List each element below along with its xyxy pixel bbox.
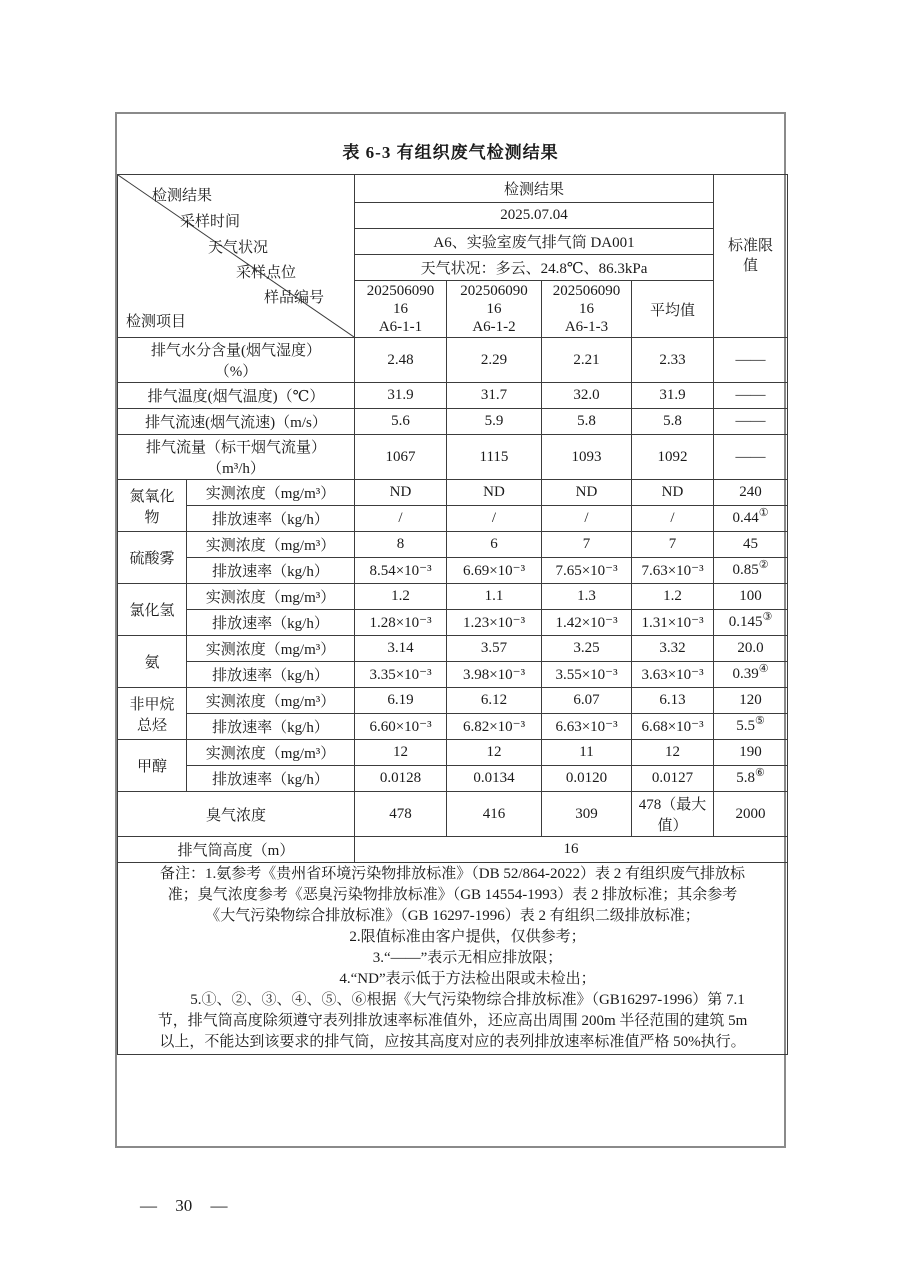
pollutant-row (118, 740, 788, 766)
value-cell: 32.0 (542, 383, 632, 409)
row-label-line: 排气流速(烟气流速)（m/s） (145, 415, 327, 431)
value-cell: 1067 (355, 435, 447, 480)
value-cell: 2.21 (542, 338, 632, 383)
value-cell: / (355, 506, 447, 532)
average-cell: ND (632, 480, 714, 506)
average-header-cell: 平均值 (632, 281, 714, 338)
value-cell: 31.7 (447, 383, 542, 409)
average-cell: 31.9 (632, 383, 714, 409)
row-label-line: （%） (214, 364, 258, 380)
odor-row (118, 792, 788, 837)
average-cell: 3.32 (632, 636, 714, 662)
pollutant-name-line: 氨 (144, 655, 160, 671)
sample-id-cell (447, 281, 542, 338)
parameter-cell: 排放速率（kg/h） (187, 766, 355, 792)
limit-footnote-marker: ⑤ (754, 715, 765, 727)
value-cell: 6.60×10⁻³ (355, 714, 447, 740)
value-cell: 6 (447, 532, 542, 558)
value-cell: 3.55×10⁻³ (542, 662, 632, 688)
average-cell: 5.8 (632, 409, 714, 435)
average-cell: / (632, 506, 714, 532)
limit-cell: 100 (714, 584, 788, 610)
value-cell: 1.1 (447, 584, 542, 610)
pollutant-row (118, 688, 788, 714)
sample-id-line: 202506090 (552, 283, 621, 299)
pollutant-name-line: 总烃 (136, 717, 167, 734)
row-label-cell: 臭气浓度 (118, 792, 355, 837)
pollutant-name-line: 硫酸雾 (129, 551, 175, 567)
value-cell: 3.35×10⁻³ (355, 662, 447, 688)
row-label-cell (118, 435, 355, 480)
average-cell: 1.31×10⁻³ (632, 610, 714, 636)
limit-cell: 0.85② (714, 558, 788, 584)
sample-id-line: A6-1-2 (472, 319, 516, 335)
pollutant-row (118, 636, 788, 662)
pollutant-row (118, 532, 788, 558)
value-cell: 5.9 (447, 409, 542, 435)
parameter-cell: 排放速率（kg/h） (187, 714, 355, 740)
limit-header-line: 标准限 (728, 238, 774, 254)
average-cell: 12 (632, 740, 714, 766)
limit-cell: —— (714, 409, 788, 435)
value-cell: 0.0128 (355, 766, 447, 792)
stack-height-value-cell: 16 (355, 837, 788, 863)
value-cell: / (447, 506, 542, 532)
result-header-cell: 检测结果 (355, 175, 714, 203)
value-cell: 5.8 (542, 409, 632, 435)
limit-cell: 120 (714, 688, 788, 714)
corner-label-sample-no: 样品编号 (264, 290, 325, 306)
sample-id-line: 16 (579, 301, 594, 317)
limit-cell: 0.145③ (714, 610, 788, 636)
limit-cell: —— (714, 435, 788, 480)
pollutant-row (118, 480, 788, 506)
limit-cell: 0.39④ (714, 662, 788, 688)
flow-parameter-row (118, 435, 788, 480)
value-cell: 1.23×10⁻³ (447, 610, 542, 636)
value-cell: ND (355, 480, 447, 506)
limit-cell: —— (714, 383, 788, 409)
value-cell: 1.2 (355, 584, 447, 610)
note-line: 3.“——”表示无相应排放限； (342, 950, 563, 966)
limit-footnote-marker: ② (758, 559, 769, 571)
average-cell: 478（最大值） (632, 792, 714, 837)
limit-header-cell (714, 175, 788, 338)
corner-label-sample-point: 采样点位 (236, 265, 297, 281)
sample-id-line: A6-1-3 (564, 319, 609, 335)
value-cell: 6.69×10⁻³ (447, 558, 542, 584)
value-cell: 11 (542, 740, 632, 766)
average-cell: 2.33 (632, 338, 714, 383)
value-cell: 8 (355, 532, 447, 558)
value-cell: 416 (447, 792, 542, 837)
value-cell: 309 (542, 792, 632, 837)
value-cell: 1.42×10⁻³ (542, 610, 632, 636)
parameter-cell: 实测浓度（mg/m³） (187, 480, 355, 506)
row-label-line: 排气水分含量(烟气湿度） (151, 343, 321, 359)
parameter-cell: 实测浓度（mg/m³） (187, 636, 355, 662)
value-cell: 478 (355, 792, 447, 837)
limit-footnote-marker: ① (758, 507, 769, 519)
limit-cell: 190 (714, 740, 788, 766)
limit-cell: 20.0 (714, 636, 788, 662)
value-cell: 7.65×10⁻³ (542, 558, 632, 584)
limit-cell: 2000 (714, 792, 788, 837)
value-cell: 6.82×10⁻³ (447, 714, 542, 740)
sample-id-line: 202506090 (460, 283, 528, 299)
pollutant-name-cell (118, 480, 187, 532)
average-cell: 1.2 (632, 584, 714, 610)
sampling-date-cell: 2025.07.04 (355, 203, 714, 229)
note-line: 准；臭气浓度参考《恶臭污染物排放标准》（GB 14554-1993）表 2 排放标准；其余参考 (167, 887, 738, 903)
limit-cell: 5.8⑥ (714, 766, 788, 792)
corner-label-sample-time: 采样时间 (180, 214, 241, 230)
pollutant-name-cell (118, 584, 187, 636)
value-cell: ND (447, 480, 542, 506)
pollutant-name-cell (118, 740, 187, 792)
value-cell: 8.54×10⁻³ (355, 558, 447, 584)
limit-footnote-marker: ⑥ (754, 767, 765, 779)
value-cell: 6.63×10⁻³ (542, 714, 632, 740)
parameter-cell: 排放速率（kg/h） (187, 662, 355, 688)
pollutant-row (118, 610, 788, 636)
pollutant-name-line: 物 (144, 509, 160, 526)
value-cell: 31.9 (355, 383, 447, 409)
flow-parameter-row (118, 383, 788, 409)
row-label-line: （m³/h） (207, 461, 265, 477)
value-cell: 12 (447, 740, 542, 766)
average-cell: 1092 (632, 435, 714, 480)
pollutant-name-line: 氮氧化 (129, 488, 175, 505)
average-cell: 6.13 (632, 688, 714, 714)
pollutant-name-cell (118, 636, 187, 688)
row-label-cell (118, 383, 355, 409)
pollutant-name-line: 氯化氢 (129, 603, 175, 619)
pollutant-row (118, 558, 788, 584)
sample-id-cell (542, 281, 632, 338)
average-cell: 0.0127 (632, 766, 714, 792)
parameter-cell: 实测浓度（mg/m³） (187, 584, 355, 610)
table-title: 表 6-3 有组织废气检测结果 (342, 143, 559, 162)
value-cell: 1093 (542, 435, 632, 480)
note-line: 5.①、②、③、④、⑤、⑥根据《大气污染物综合排放标准》（GB16297-1996）第 7.1 (160, 992, 745, 1008)
average-cell: 7 (632, 532, 714, 558)
value-cell: ND (542, 480, 632, 506)
sampling-location-cell: A6、实验室废气排气筒 DA001 (355, 229, 714, 255)
value-cell: 0.0134 (447, 766, 542, 792)
pollutant-row (118, 766, 788, 792)
note-line: 以上，不能达到该要求的排气筒，应按其高度对应的表列排放速率标准值严格 50%执行。 (159, 1034, 746, 1050)
value-cell: 2.29 (447, 338, 542, 383)
row-label-line: 排气温度(烟气温度)（℃） (147, 389, 325, 405)
value-cell: 2.48 (355, 338, 447, 383)
value-cell: 6.19 (355, 688, 447, 714)
value-cell: 3.25 (542, 636, 632, 662)
parameter-cell: 排放速率（kg/h） (187, 558, 355, 584)
average-cell: 7.63×10⁻³ (632, 558, 714, 584)
value-cell: 0.0120 (542, 766, 632, 792)
row-label-cell (118, 338, 355, 383)
limit-footnote-marker: ③ (762, 611, 773, 623)
value-cell: 1.3 (542, 584, 632, 610)
value-cell: 3.98×10⁻³ (447, 662, 542, 688)
pollutant-row (118, 506, 788, 532)
note-line: 节，排气筒高度除须遵守表列排放速率标准值外，还应高出周围 200m 半径范围的建筑 5m (157, 1013, 748, 1029)
notes-cell (118, 863, 788, 1055)
average-cell: 6.68×10⁻³ (632, 714, 714, 740)
flow-parameter-row (118, 409, 788, 435)
diagonal-header-cell (118, 175, 355, 338)
pollutant-row (118, 714, 788, 740)
value-cell: / (542, 506, 632, 532)
value-cell: 1.28×10⁻³ (355, 610, 447, 636)
note-line: 4.“ND”表示低于方法检出限或未检出； (309, 971, 596, 987)
note-line: 《大气污染物综合排放标准》（GB 16297-1996）表 2 有组织二级排放标准； (205, 908, 700, 924)
limit-cell: 45 (714, 532, 788, 558)
value-cell: 12 (355, 740, 447, 766)
limit-header-line: 值 (743, 258, 759, 274)
notes-row (118, 863, 788, 1055)
weather-cell: 天气状况：多云、24.8℃、86.3kPa (355, 255, 714, 281)
note-line: 备注：1.氨参考《贵州省环境污染物排放标准》（DB 52/864-2022）表 2 有组织废气排放标 (160, 866, 746, 882)
corner-label-project: 检测项目 (126, 314, 187, 330)
pollutant-row (118, 584, 788, 610)
corner-label-result: 检测结果 (152, 188, 213, 204)
limit-footnote-marker: ④ (758, 663, 769, 675)
page-frame (115, 112, 786, 1148)
value-cell: 3.14 (355, 636, 447, 662)
parameter-cell: 排放速率（kg/h） (187, 506, 355, 532)
row-label-cell: 排气筒高度（m） (118, 837, 355, 863)
row-label-cell (118, 409, 355, 435)
pollutant-name-cell (118, 532, 187, 584)
sample-id-line: 16 (393, 301, 408, 317)
parameter-cell: 实测浓度（mg/m³） (187, 740, 355, 766)
parameter-cell: 实测浓度（mg/m³） (187, 532, 355, 558)
value-cell: 3.57 (447, 636, 542, 662)
limit-cell: 0.44① (714, 506, 788, 532)
flow-parameter-row (118, 338, 788, 383)
parameter-cell: 排放速率（kg/h） (187, 610, 355, 636)
parameter-cell: 实测浓度（mg/m³） (187, 688, 355, 714)
limit-cell: 5.5⑤ (714, 714, 788, 740)
sample-id-cell (355, 281, 447, 338)
value-cell: 6.12 (447, 688, 542, 714)
corner-label-weather: 天气状况 (208, 240, 269, 256)
sample-id-line: 202506090 (366, 283, 435, 299)
pollutant-name-cell (118, 688, 187, 740)
value-cell: 5.6 (355, 409, 447, 435)
stack-height-row (118, 837, 788, 863)
value-cell: 1115 (447, 435, 542, 480)
pollutant-row (118, 662, 788, 688)
header-row-1 (118, 175, 788, 203)
pollutant-name-line: 非甲烷 (129, 696, 175, 713)
value-cell: 6.07 (542, 688, 632, 714)
sample-id-line: 16 (486, 301, 502, 317)
pollutant-name-line: 甲醇 (136, 759, 167, 775)
row-label-line: 排气流量（标干烟气流量） (145, 440, 326, 456)
value-cell: 7 (542, 532, 632, 558)
page-number: — 30 — (140, 1196, 228, 1215)
sample-id-line: A6-1-1 (378, 319, 423, 335)
average-cell: 3.63×10⁻³ (632, 662, 714, 688)
note-line: 2.限值标准由客户提供，仅供参考； (319, 929, 586, 945)
results-table (117, 174, 788, 1055)
limit-cell: 240 (714, 480, 788, 506)
limit-cell: —— (714, 338, 788, 383)
